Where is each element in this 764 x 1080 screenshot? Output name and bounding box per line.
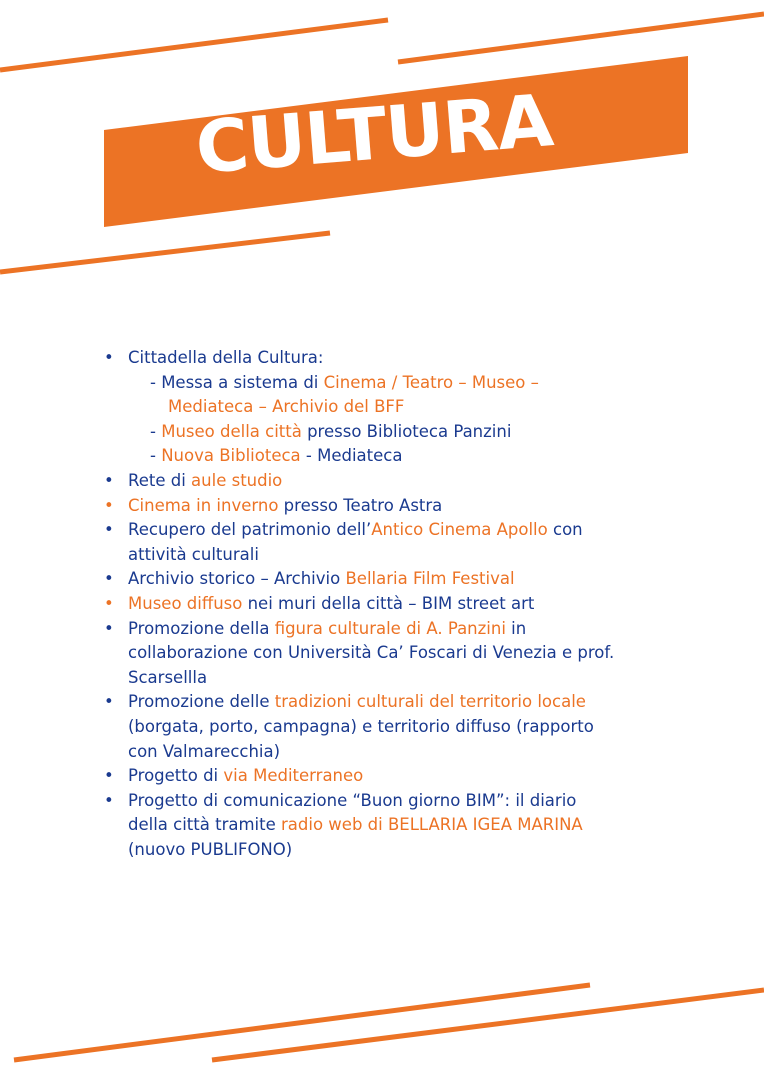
sub-item-text: - xyxy=(150,446,162,466)
item-text: Promozione delle xyxy=(128,692,275,712)
highlight-text: Museo della città xyxy=(161,421,302,441)
culture-list xyxy=(102,346,702,862)
under-banner-stripe xyxy=(0,233,330,272)
highlight-text: Cinema / Teatro – Museo – xyxy=(323,372,539,392)
bullet-icon: • xyxy=(104,470,114,490)
item-text: con xyxy=(547,520,583,540)
item-text: attività culturali xyxy=(128,544,259,564)
bullet-icon: • xyxy=(104,495,114,515)
bullet-icon: • xyxy=(104,618,114,638)
item-text: (nuovo PUBLIFONO) xyxy=(128,839,293,859)
bullet-icon: • xyxy=(104,348,114,367)
highlight-text: Nuova Biblioteca xyxy=(161,446,301,466)
highlight-text: figura culturale di A. Panzini xyxy=(274,618,506,638)
sub-item-text: - Mediateca xyxy=(300,446,403,466)
item-text: con Valmarecchia) xyxy=(128,741,281,761)
highlight-text: Cinema in inverno xyxy=(128,495,279,515)
item-text: (borgata, porto, campagna) e territorio diffuso (rapporto xyxy=(128,716,594,736)
sub-item-text: presso Biblioteca Panzini xyxy=(301,421,512,441)
item-text: Scarsellla xyxy=(128,667,208,687)
bullet-icon: • xyxy=(104,569,114,589)
highlight-text: Antico Cinema Apollo xyxy=(371,520,548,540)
highlight-text: Mediateca – Archivio del BFF xyxy=(168,397,405,417)
list-item-cinema-inverno xyxy=(102,494,702,519)
page-title: CULTURA xyxy=(192,78,556,190)
list-item-promozione-figura xyxy=(102,617,702,691)
bullet-icon: • xyxy=(104,790,114,810)
item-text: in xyxy=(505,618,527,638)
sub-item-text: - xyxy=(150,421,162,441)
list-item-cittadella xyxy=(102,346,702,371)
list-item-museo-diffuso xyxy=(102,592,702,617)
list-item-progetto-comunicazione xyxy=(102,789,702,863)
top-right-stripe xyxy=(398,14,764,62)
item-text: Progetto di comunicazione “Buon giorno BIM”: il diario xyxy=(128,790,577,810)
item-text: Recupero del patrimonio dell’ xyxy=(128,520,372,540)
bullet-icon: • xyxy=(104,766,114,786)
list-item-rete xyxy=(102,469,702,494)
sub-item-messa-cont xyxy=(102,395,702,420)
highlight-text: aule studio xyxy=(191,470,283,490)
item-text: presso Teatro Astra xyxy=(278,495,443,515)
list-item-promozione-tradizioni xyxy=(102,690,702,764)
top-left-stripe xyxy=(0,20,388,70)
sub-item-museo-citta xyxy=(102,420,702,445)
sub-item-text: - Messa a sistema di xyxy=(150,372,324,392)
sub-item-messa xyxy=(102,371,702,396)
bullet-icon: • xyxy=(104,593,114,613)
highlight-text: via Mediterraneo xyxy=(223,766,364,786)
bullet-icon: • xyxy=(104,692,114,712)
item-text: Archivio storico – Archivio xyxy=(128,569,346,589)
item-text: della città tramite xyxy=(128,815,281,835)
item-text: nei muri della città – BIM street art xyxy=(242,593,535,613)
item-text: Rete di xyxy=(128,470,192,490)
item-text: Cittadella della Cultura: xyxy=(128,348,324,367)
highlight-text: tradizioni culturali del territorio locale xyxy=(274,692,586,712)
item-text: collaborazione con Università Ca’ Foscari di Venezia e prof. xyxy=(128,643,615,663)
list-item-archivio xyxy=(102,567,702,592)
highlight-text: radio web di BELLARIA IGEA MARINA xyxy=(281,815,583,835)
bullet-icon: • xyxy=(104,520,114,540)
highlight-text: Museo diffuso xyxy=(128,593,243,613)
highlight-text: Bellaria Film Festival xyxy=(345,569,515,589)
item-text: Progetto di xyxy=(128,766,224,786)
item-text: Promozione della xyxy=(128,618,275,638)
list-item-progetto-via xyxy=(102,764,702,789)
sub-item-nuova-biblioteca xyxy=(102,444,702,469)
list-item-recupero xyxy=(102,518,702,567)
